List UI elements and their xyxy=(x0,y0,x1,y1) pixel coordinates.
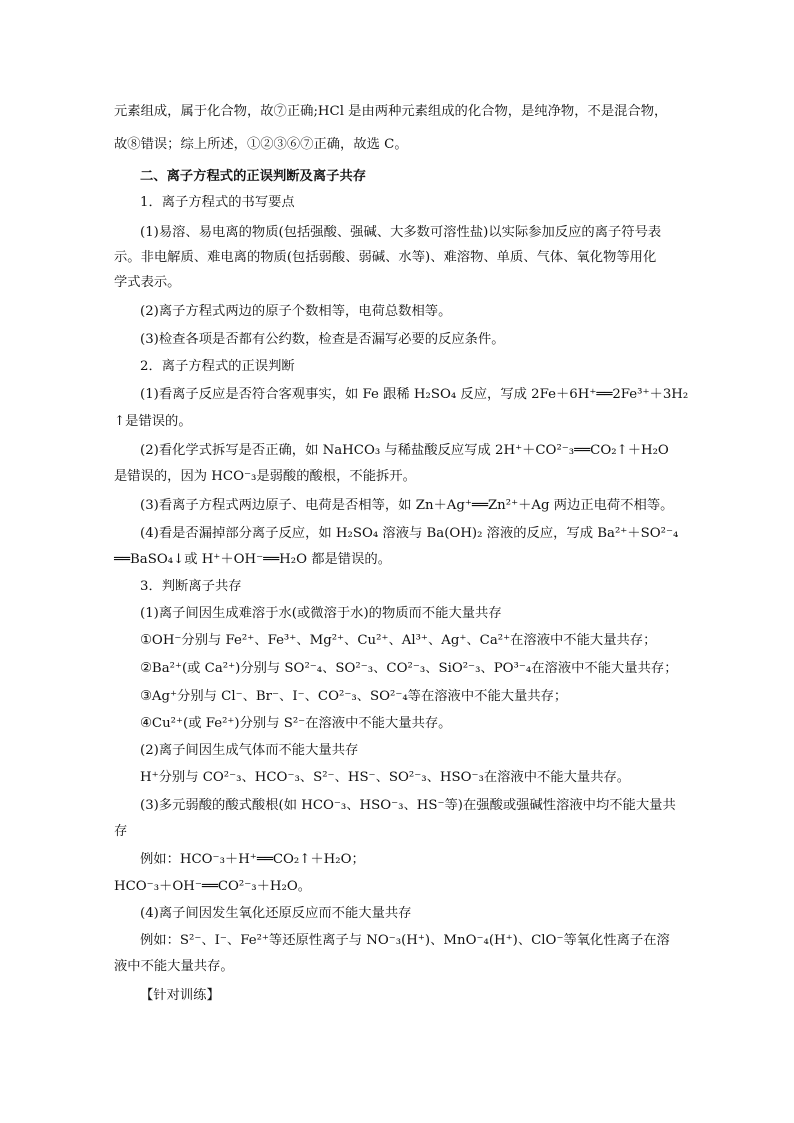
text-line: HCO⁻₃＋OH⁻══CO²⁻₃＋H₂O。 xyxy=(114,879,312,894)
subsection-heading: 1．离子方程式的书写要点 xyxy=(140,195,295,210)
text-line: (1)看离子反应是否符合客观事实，如 Fe 跟稀 H₂SO₄ 反应，写成 2Fe＋6H⁺══2Fe³⁺＋3H₂ xyxy=(140,387,689,402)
text-line: 学式表示。 xyxy=(114,275,181,290)
text-line: (1)离子间因生成难溶于水(或微溶于水)的物质而不能大量共存 xyxy=(140,606,502,621)
text-line: (2)看化学式拆写是否正确，如 NaHCO₃ 与稀盐酸反应写成 2H⁺＋CO²⁻₃══CO₂↑＋H₂O xyxy=(140,443,669,458)
text-line: 存 xyxy=(114,824,128,839)
text-line: (2)离子间因生成气体而不能大量共存 xyxy=(140,743,359,758)
text-line: (3)检查各项是否都有公约数，检查是否漏写必要的反应条件。 xyxy=(140,332,505,347)
text-line: 液中不能大量共存。 xyxy=(114,959,234,974)
text-line: 例如：S²⁻、I⁻、Fe²⁺等还原性离子与 NO⁻₃(H⁺)、MnO⁻₄(H⁺)、ClO⁻等氧化性离子在溶 xyxy=(140,933,670,948)
text-line: (3)多元弱酸的酸式酸根(如 HCO⁻₃、HSO⁻₃、HS⁻等)在强酸或强碱性溶液中均不能大量共 xyxy=(140,798,676,813)
section-heading: 二、离子方程式的正误判断及离子共存 xyxy=(140,169,367,184)
text-line: (4)离子间因发生氧化还原反应而不能大量共存 xyxy=(140,906,412,921)
text-line: 故⑧错误；综上所述，①②③⑥⑦正确，故选 C。 xyxy=(114,137,408,152)
text-line: (3)看离子方程式两边原子、电荷是否相等，如 Zn＋Ag⁺══Zn²⁺＋Ag 两边正电荷不相等。 xyxy=(140,498,674,513)
text-line: ↑是错误的。 xyxy=(114,414,192,429)
text-line: (2)离子方程式两边的原子个数相等，电荷总数相等。 xyxy=(140,304,452,319)
text-line: 例如：HCO⁻₃＋H⁺══CO₂↑＋H₂O； xyxy=(140,852,365,867)
list-item: ③Ag⁺分别与 Cl⁻、Br⁻、I⁻、CO²⁻₃、SO²⁻₄等在溶液中不能大量共存； xyxy=(140,689,568,704)
subsection-heading: 2．离子方程式的正误判断 xyxy=(140,359,295,374)
section-heading: 【针对训练】 xyxy=(140,988,220,1003)
text-line: (1)易溶、易电离的物质(包括强酸、强碱、大多数可溶性盐)以实际参加反应的离子符号表 xyxy=(140,225,662,240)
text-line: (4)看是否漏掉部分离子反应，如 H₂SO₄ 溶液与 Ba(OH)₂ 溶液的反应，写成 Ba²⁺＋SO²⁻₄ xyxy=(140,526,679,541)
text-line: H⁺分别与 CO²⁻₃、HCO⁻₃、S²⁻、HS⁻、SO²⁻₃、HSO⁻₃在溶液中不能大量共存。 xyxy=(140,770,631,785)
list-item: ④Cu²⁺(或 Fe²⁺)分别与 S²⁻在溶液中不能大量共存。 xyxy=(140,716,452,731)
text-line: 示。非电解质、难电离的物质(包括弱酸、弱碱、水等)、难溶物、单质、气体、氧化物等用化 xyxy=(114,250,657,265)
text-line: 是错误的，因为 HCO⁻₃是弱酸的酸根，不能拆开。 xyxy=(114,469,416,484)
text-line: ══BaSO₄↓或 H⁺＋OH⁻══H₂O 都是错误的。 xyxy=(114,552,391,567)
list-item: ①OH⁻分别与 Fe²⁺、Fe³⁺、Mg²⁺、Cu²⁺、Al³⁺、Ag⁺、Ca²⁺在溶液中不能大量共存； xyxy=(140,633,657,648)
subsection-heading: 3．判断离子共存 xyxy=(140,579,242,594)
list-item: ②Ba²⁺(或 Ca²⁺)分别与 SO²⁻₄、SO²⁻₃、CO²⁻₃、SiO²⁻₃、PO³⁻₄在溶液中不能大量共存； xyxy=(140,661,678,676)
text-line: 元素组成，属于化合物，故⑦正确;HCl 是由两种元素组成的化合物，是纯净物，不是混合物， xyxy=(114,104,668,119)
